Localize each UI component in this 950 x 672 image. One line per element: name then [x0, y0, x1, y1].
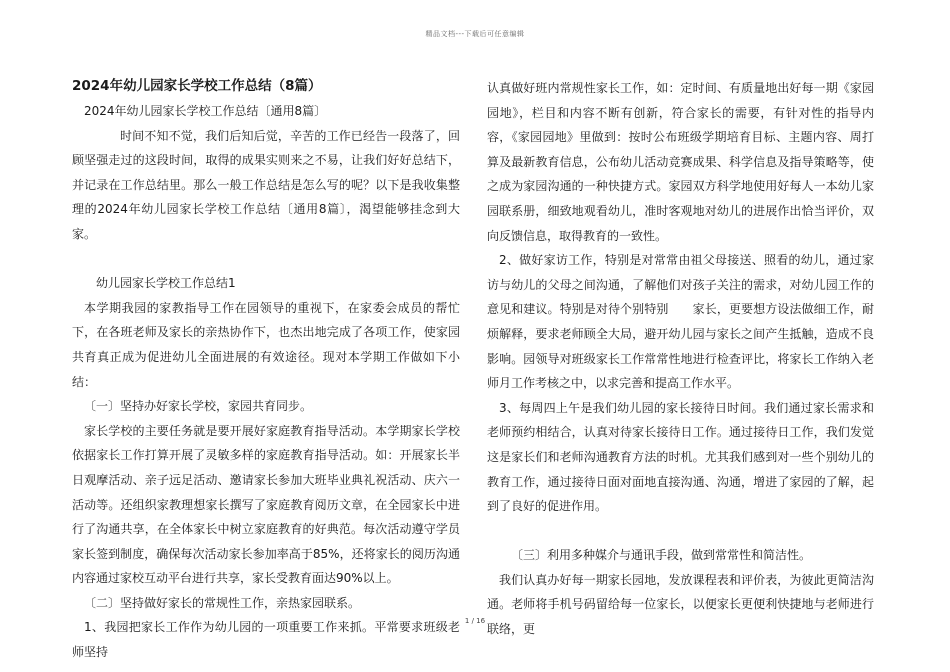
paragraph: 我们认真办好每一期家长园地，发放课程表和评价表，为彼此更简洁沟通。老师将手机号码留给每一位家长，以便家长更便利快捷地与老师进行联络，更: [487, 572, 874, 637]
paragraph: 1、我园把家长工作作为幼儿园的一项重要工作来抓。平常要求班级老师坚持: [72, 620, 460, 660]
paragraph: 认真做好班内常规性家长工作，如：定时间、有质量地出好每一期《家园园地》，栏目和内容不断有创新，符合家长的需要，有针对性的指导内容，《家园园地》里做到：按时公布班级学期培育目标、主题内容、周打算及最新教育信息，公布幼儿活动竞赛成果、科学信息及指导策略等，使之成为家园沟通的一种快捷方式。家园双方科学地使用好每人一本幼儿家园联系册，细致地观看幼儿，准时客观地对幼儿的进展作出恰当评价，双向反馈信息，取得教育的一致性。: [487, 81, 874, 243]
document-title: 2024年幼儿园家长学校工作总结（8篇）: [72, 78, 322, 94]
section-heading: 幼儿园家长学校工作总结1: [96, 276, 236, 291]
page-number: 1 / 16: [464, 617, 486, 625]
header-note: 精品文档---下载后可任意编辑: [425, 30, 525, 38]
right-column: [487, 76, 874, 642]
paragraph: 家长学校的主要任务就是要开展好家庭教育指导活动。本学期家长学校依据家长工作打算开展了灵敏多样的家庭教育指导活动。如：开展家长半日观摩活动、亲子远足活动、邀请家长参加大班毕业典礼祝活动、庆六一活动等。还组织家教理想家长撰写了家庭教育阅历文章，在全园家长中进行了沟通共享，在全体家长中树立家庭教育的好典范。每次活动遵守学员家长签到制度，确保每次活动家长参加率高于85%，还将家长的阅历沟通内容通过家校互动平台进行共享，家长受教育面达90%以上。: [72, 423, 460, 586]
document-subtitle: 2024年幼儿园家长学校工作总结〔通用8篇〕: [84, 104, 327, 118]
spacer: [487, 519, 874, 544]
paragraph: 本学期我园的家教指导工作在园领导的重视下，在家委会成员的帮忙下，在各班老师及家长的亲热协作下，也杰出地完成了各项工作，使家园共育真正成为促进幼儿全面进展的有效途径。现对本学期工作做如下小结：: [72, 300, 460, 389]
paragraph: 3、每周四上午是我们幼儿园的家长接待日时间。我们通过家长需求和老师预约相结合，认真对待家长接待日工作。通过接待日工作，我们发觉这是家长们和老师沟通教育方法的时机。尤其我们感到对一些个别幼儿的教育工作，通过接待日面对面地直接沟通、沟通，增进了家园的了解，起到了良好的促进作用。: [487, 400, 874, 514]
intro-paragraph: 时间不知不觉，我们后知后觉，辛苦的工作已经告一段落了，回顾坚强走过的这段时间，取得的成果实则来之不易，让我们好好总结下，并记录在工作总结里。那么一般工作总结是怎么写的呢？以下是我收集整理的2024年幼儿园家长学校工作总结〔通用8篇〕，渴望能够挂念到大家。: [72, 128, 460, 241]
paragraph: 2、做好家访工作，特别是对常常由祖父母接送、照看的幼儿，通过家访与幼儿的父母之间沟通，了解他们对孩子关注的需求，对幼儿园工作的意见和建议。特别是对待个别特别 家长，更要想方设法做细工作，耐烦解释，要求老师顾全大局，避开幼儿园与家长之间产生抵触，造成不良影响。园领导对班级家长工作常常性地进行检查评比，将家长工作纳入老师月工作考核之中，以求完善和提高工作水平。: [487, 253, 874, 391]
spacer: [72, 247, 460, 272]
list-item-heading: 〔三〕利用多种媒介与通讯手段，做到常常性和简洁性。: [511, 548, 812, 563]
list-item-heading: 〔一〕坚持办好家长学校，家园共育同步。: [84, 399, 313, 414]
list-item-heading: 〔二〕坚持做好家长的常规性工作，亲热家园联系。: [84, 595, 361, 610]
left-column: [72, 76, 460, 665]
